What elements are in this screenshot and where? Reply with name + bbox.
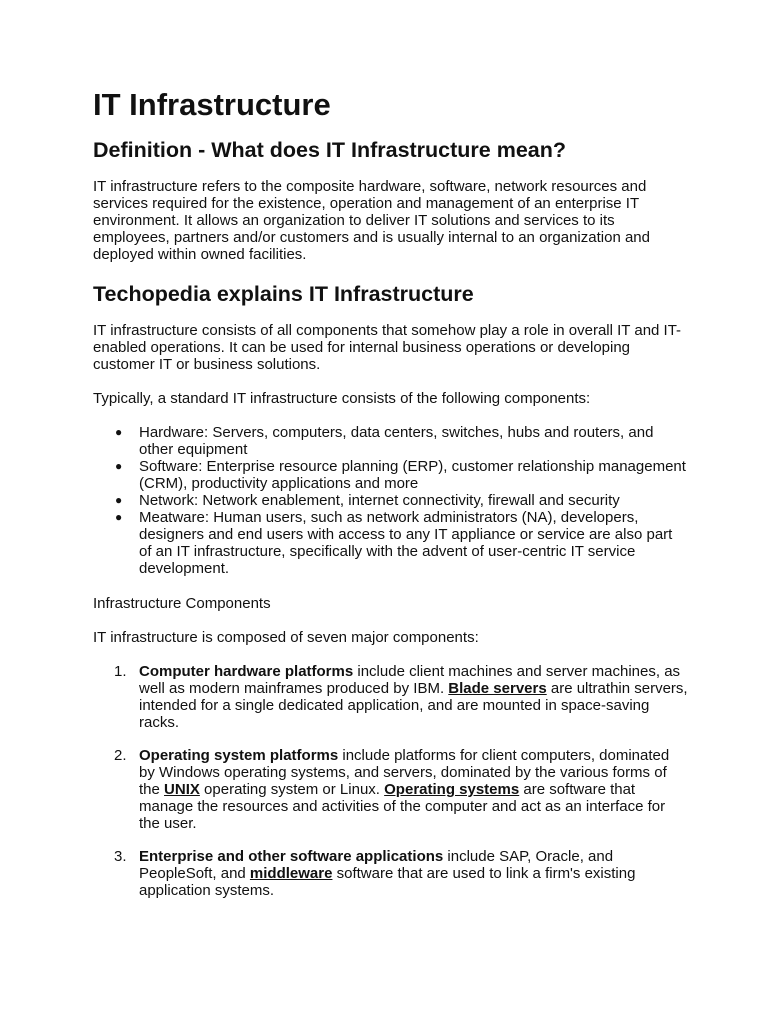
item-text: include platforms for client computers, dominated by Windows operating systems, and servers, dominated by the various forms of the xyxy=(139,747,670,798)
explains-paragraph-2: Typically, a standard IT infrastructure consists of the following components: xyxy=(93,390,591,407)
item-text: operating system or Linux. xyxy=(199,781,385,798)
item-text: are software that manage the resources and activities of the computer and act as an interface for the user. xyxy=(139,781,666,832)
item-text: include SAP, Oracle, and PeopleSoft, and xyxy=(139,848,614,882)
item-bold-term: Operating system platforms xyxy=(139,747,339,764)
item-text: are ultrathin servers, intended for a single dedicated application, and are mounted in space-saving racks. xyxy=(139,680,688,731)
bullet-text: Hardware: Servers, computers, data centers, switches, hubs and routers, and other equipment xyxy=(139,424,654,458)
list-number: 2. xyxy=(114,747,127,764)
list-number: 3. xyxy=(114,848,127,865)
list-item-os-platforms xyxy=(114,747,688,832)
definition-heading: Definition - What does IT Infrastructure mean? xyxy=(93,138,567,162)
explains-heading: Techopedia explains IT Infrastructure xyxy=(93,282,474,306)
operating-systems-link[interactable]: Operating systems xyxy=(384,781,520,798)
item-text: include client machines and server machines, as well as modern mainframes produced by IBM. xyxy=(139,663,681,697)
components-label: Infrastructure Components xyxy=(93,595,271,612)
item-bold-term: Enterprise and other software applications xyxy=(139,848,444,865)
item-text: software that are used to link a firm's existing application systems. xyxy=(139,865,636,899)
bullet-item-meatware xyxy=(115,509,688,577)
page-title: IT Infrastructure xyxy=(93,87,331,122)
bullet-icon: ● xyxy=(115,425,123,439)
bullet-text: Software: Enterprise resource planning (ERP), customer relationship management (CRM), productivity applications and more xyxy=(139,458,686,492)
bullet-text: Meatware: Human users, such as network administrators (NA), developers, designers and end users with access to any IT appliance or service are also part of an IT infrastructure, specifically with the advent of user-centric IT service development. xyxy=(139,509,673,577)
list-number: 1. xyxy=(114,663,127,680)
bullet-item-software xyxy=(115,458,688,492)
explains-paragraph-1: IT infrastructure consists of all components that somehow play a role in overall IT and IT-enabled operations. It can be used for internal business operations or developing customer IT or business solutions. xyxy=(93,322,682,373)
definition-paragraph: IT infrastructure refers to the composite hardware, software, network resources and services required for the existence, operation and management of an enterprise IT environment. It allows an organization to deliver IT solutions and services to its employees, partners and/or customers and is usually internal to an organization and deployed within owned facilities. xyxy=(93,178,650,263)
unix-link[interactable]: UNIX xyxy=(164,781,200,798)
bullet-item-hardware xyxy=(115,424,688,458)
item-bold-term: Computer hardware platforms xyxy=(139,663,354,680)
component-bullet-list xyxy=(93,424,688,577)
components-numbered-list xyxy=(93,663,688,899)
middleware-link[interactable]: middleware xyxy=(249,865,333,882)
bullet-text: Network: Network enablement, internet connectivity, firewall and security xyxy=(139,492,620,509)
bullet-item-network xyxy=(115,492,688,509)
components-intro: IT infrastructure is composed of seven major components: xyxy=(93,629,479,646)
blade-servers-link[interactable]: Blade servers xyxy=(448,680,547,697)
bullet-icon: ● xyxy=(115,459,123,473)
list-item-enterprise-software xyxy=(114,848,688,899)
bullet-icon: ● xyxy=(115,510,123,524)
bullet-icon: ● xyxy=(115,493,123,507)
list-item-hardware-platforms xyxy=(114,663,688,731)
